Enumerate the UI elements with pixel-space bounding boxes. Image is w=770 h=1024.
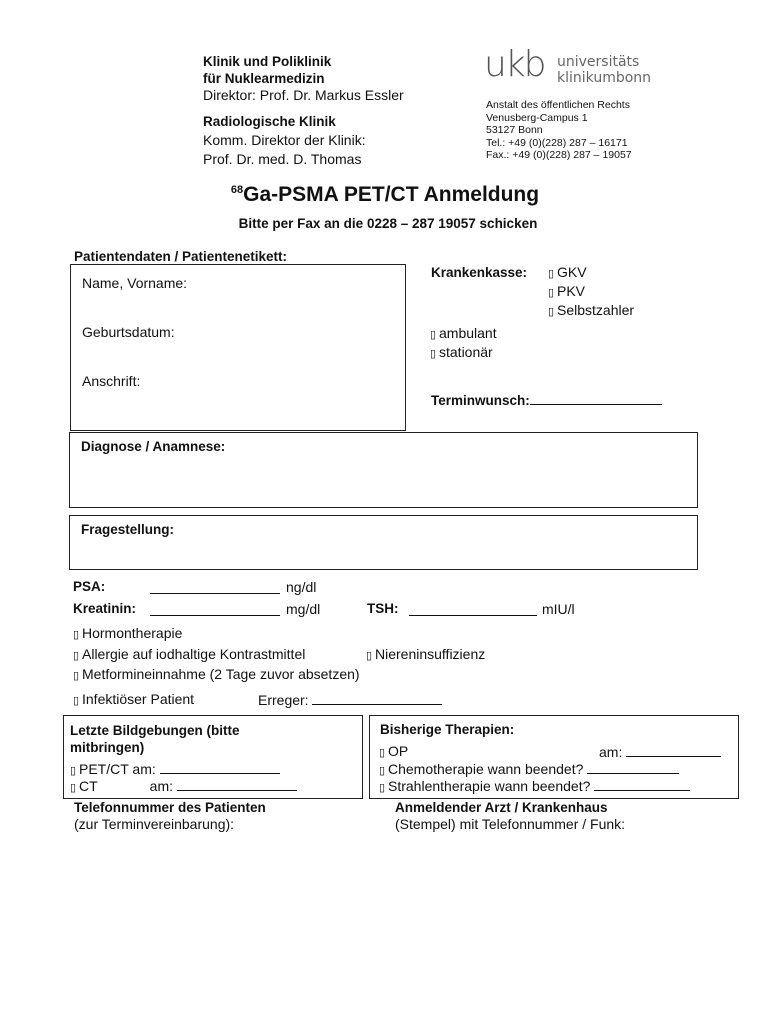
clinic1-line2: für Nuklearmedizin xyxy=(203,71,325,86)
checkbox-icon: ▯ xyxy=(366,650,373,662)
clinic2-line1: Komm. Direktor der Klinik: xyxy=(203,132,366,148)
birthdate-label: Geburtsdatum: xyxy=(82,324,175,340)
diagnosis-label: Diagnose / Anamnese: xyxy=(81,439,226,454)
checkbox-icon: ▯ xyxy=(379,747,386,759)
referring-doctor-sub: (Stempel) mit Telefonnummer / Funk: xyxy=(395,816,626,832)
petct-date-field[interactable] xyxy=(160,760,280,774)
imaging-box[interactable] xyxy=(63,715,363,799)
question-box[interactable] xyxy=(69,515,698,570)
clinic2-title: Radiologische Klinik xyxy=(203,114,336,129)
ukb-logo-subtitle xyxy=(557,54,651,86)
checkbox-icon: ▯ xyxy=(73,629,80,641)
hospital-address xyxy=(486,99,632,162)
op-date: am: xyxy=(599,743,721,760)
pathogen-label: Erreger: xyxy=(258,692,309,708)
insurance-option-selbstzahler[interactable]: ▯ Selbstzahler xyxy=(548,302,634,321)
insurance-option-gkv[interactable]: ▯ GKV xyxy=(548,264,634,283)
referring-doctor-section xyxy=(395,799,625,833)
psa-label: PSA: xyxy=(73,579,106,594)
diagnosis-box[interactable] xyxy=(69,432,698,508)
appointment-label: Terminwunsch: xyxy=(431,393,530,408)
address-line3: 53127 Bonn xyxy=(486,124,543,136)
check-hormontherapie[interactable]: ▯ Hormontherapie xyxy=(73,625,183,641)
checkbox-icon: ▯ xyxy=(70,765,77,777)
tsh-label: TSH: xyxy=(367,601,399,616)
care-option-ambulant[interactable]: ▯ ambulant xyxy=(430,325,497,344)
referring-doctor-title: Anmeldender Arzt / Krankenhaus xyxy=(395,800,608,815)
patient-section-label: Patientendaten / Patientenetikett: xyxy=(74,249,288,264)
logo-sub2: klinikumbonn xyxy=(557,70,652,86)
insurance-label: Krankenkasse: xyxy=(431,265,528,280)
check-infektioes[interactable]: ▯ Infektiöser Patient xyxy=(73,691,195,707)
appointment-row xyxy=(431,391,662,408)
form-subtitle: Bitte per Fax an die 0228 – 287 19057 schicken xyxy=(238,216,538,231)
ct-date-field[interactable] xyxy=(177,777,297,791)
logo-sub1: universitäts xyxy=(557,54,640,70)
checkbox-icon: ▯ xyxy=(379,782,386,794)
check-niereninsuffizienz[interactable]: ▯ Niereninsuffizienz xyxy=(366,646,486,662)
check-metformin[interactable]: ▯ Metformineinnahme (2 Tage zuvor absetzen) xyxy=(73,666,360,682)
address-tel: Tel.: +49 (0)(228) 287 – 16171 xyxy=(486,136,628,149)
psa-unit: ng/dl xyxy=(286,579,317,595)
therapy-op-row[interactable]: ▯ OP am: xyxy=(379,743,729,759)
patient-phone-sub: (zur Terminvereinbarung): xyxy=(74,816,235,832)
checkbox-icon: ▯ xyxy=(73,695,80,707)
clinic-nuklearmedizin xyxy=(203,53,331,87)
tsh-field[interactable] xyxy=(409,602,537,616)
title-superscript: 68 xyxy=(230,184,244,196)
pathogen-row xyxy=(258,691,442,708)
checkbox-icon: ▯ xyxy=(548,287,555,299)
address-fax: Fax.: +49 (0)(228) 287 – 19057 xyxy=(486,149,632,161)
radio-date-field[interactable] xyxy=(594,777,690,791)
address-line1: Anstalt des öffentlichen Rechts xyxy=(486,99,630,111)
therapies-box[interactable] xyxy=(369,715,739,799)
question-label: Fragestellung: xyxy=(81,522,175,537)
care-options xyxy=(430,325,497,363)
checkbox-icon: ▯ xyxy=(430,348,437,360)
patient-data-box[interactable] xyxy=(70,264,406,431)
checkbox-icon: ▯ xyxy=(548,306,555,318)
pathogen-field[interactable] xyxy=(312,691,442,705)
clinic2-director xyxy=(203,131,366,169)
clinic1-director: Direktor: Prof. Dr. Markus Essler xyxy=(203,87,404,103)
insurance-options xyxy=(548,264,634,321)
clinic2-line2: Prof. Dr. med. D. Thomas xyxy=(203,151,362,167)
checkbox-icon: ▯ xyxy=(379,765,386,777)
chemo-date-field[interactable] xyxy=(587,760,679,774)
checkbox-icon: ▯ xyxy=(548,268,555,280)
checkbox-icon: ▯ xyxy=(70,782,77,794)
insurance-option-pkv[interactable]: ▯ PKV xyxy=(548,283,634,302)
name-label: Name, Vorname: xyxy=(82,275,188,291)
clinic1-line1: Klinik und Poliklinik xyxy=(203,54,332,69)
address-label: Anschrift: xyxy=(82,373,141,389)
imaging-petct-row[interactable]: ▯ PET/CT am: xyxy=(70,760,280,777)
tsh-unit: mIU/l xyxy=(542,601,575,617)
therapy-chemo-row[interactable]: ▯ Chemotherapie wann beendet? xyxy=(379,760,729,777)
patient-phone-section xyxy=(74,799,266,833)
imaging-ct-row[interactable]: ▯ CT am: xyxy=(70,777,350,794)
title-main: Ga-PSMA PET/CT Anmeldung xyxy=(243,183,540,206)
psa-field[interactable] xyxy=(150,580,280,594)
imaging-title: Letzte Bildgebungen (bitte mitbringen) xyxy=(70,723,240,755)
ukb-logo-text: ukb xyxy=(484,44,545,85)
therapy-radio-row[interactable]: ▯ Strahlentherapie wann beendet? xyxy=(379,777,734,794)
ukb-logo xyxy=(484,44,545,85)
checkbox-icon: ▯ xyxy=(73,670,80,682)
patient-phone-title: Telefonnummer des Patienten xyxy=(74,800,266,815)
form-title xyxy=(0,183,770,207)
check-allergie[interactable]: ▯ Allergie auf iodhaltige Kontrastmittel xyxy=(73,646,306,662)
therapies-title: Bisherige Therapien: xyxy=(380,722,515,737)
op-date-field[interactable] xyxy=(626,743,721,757)
kreatinin-unit: mg/dl xyxy=(286,601,321,617)
kreatinin-label: Kreatinin: xyxy=(73,601,137,616)
address-line2: Venusberg-Campus 1 xyxy=(486,111,588,124)
care-option-stationaer[interactable]: ▯ stationär xyxy=(430,344,497,363)
checkbox-icon: ▯ xyxy=(73,650,80,662)
kreatinin-field[interactable] xyxy=(150,602,280,616)
checkbox-icon: ▯ xyxy=(430,329,437,341)
appointment-field[interactable] xyxy=(530,391,662,405)
